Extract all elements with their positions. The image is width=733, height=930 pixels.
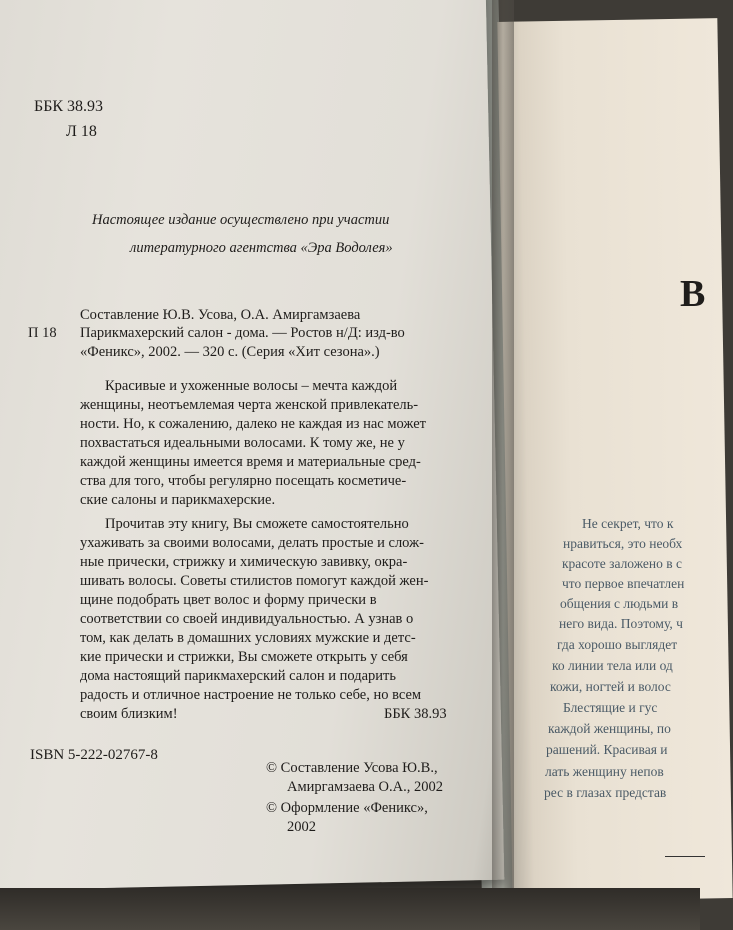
text-line: женщины, неотъемлемая черта женской привлекатель- <box>80 397 419 413</box>
copyright-compilation-1: © Составление Усова Ю.В., <box>266 760 438 776</box>
text-line: кожи, ногтей и волос <box>550 679 671 694</box>
compiled-by-line: Составление Ю.В. Усова, О.А. Амиргамзаева <box>80 307 361 323</box>
book-gutter <box>492 0 514 900</box>
text-line: Красивые и ухоженные волосы – мечта каждой <box>105 378 398 394</box>
text-line: рес в глазах представ <box>544 785 667 800</box>
bbk-code-top: ББК 38.93 <box>34 98 104 115</box>
imprint-line: «Феникс», 2002. — 320 с. (Серия «Хит сезона».) <box>80 344 380 360</box>
copyright-design-1: © Оформление «Феникс», <box>266 800 428 816</box>
copyright-compilation-2: Амиргамзаева О.А., 2002 <box>287 779 443 795</box>
text-line: красоте заложено в с <box>562 556 682 571</box>
isbn: ISBN 5-222-02767-8 <box>30 747 158 763</box>
text-line: похвастаться идеальными волосами. К тому же, не у <box>80 435 405 451</box>
bbk-code-bottom: ББК 38.93 <box>384 706 447 722</box>
text-line: ко линии тела или од <box>552 658 673 673</box>
text-line: него вида. Поэтому, ч <box>559 616 683 631</box>
divider-line <box>665 856 705 857</box>
text-line: ные прически, стрижку и химическую завивку, окра- <box>80 554 408 570</box>
text-line: нравиться, это необх <box>563 536 683 551</box>
title-line: Парикмахерский салон - дома. — Ростов н/Д: изд-во <box>80 325 405 341</box>
text-line: ства для того, чтобы регулярно посещать косметиче- <box>80 473 407 489</box>
text-line: том, как делать в домашних условиях мужские и детс- <box>80 630 416 646</box>
notice-line-2: литературного агентства «Эра Водолея» <box>130 240 393 256</box>
text-line: ности. Но, к сожалению, далеко не каждая из нас может <box>80 416 427 432</box>
text-line: дома настоящий парикмахерский салон и подарить <box>80 668 396 684</box>
copyright-design-2: 2002 <box>287 819 316 835</box>
text-line: рашений. Красивая и <box>546 742 668 757</box>
text-line: Прочитав эту книгу, Вы сможете самостоятельно <box>105 516 409 532</box>
notice-line-1: Настоящее издание осуществлено при участии <box>92 212 390 228</box>
text-line: радость и отличное настроение не только себе, но всем <box>80 687 422 703</box>
text-line: щине подобрать цвет волос и форму прически в <box>80 592 377 608</box>
text-line: ухаживать за своими волосами, делать простые и слож- <box>80 535 424 551</box>
p18-mark: П 18 <box>28 325 57 341</box>
chapter-heading-letter: В <box>680 273 706 315</box>
text-line: ские салоны и парикмахерские. <box>80 492 276 508</box>
text-line: соответствии со своей индивидуальностью. А узнав о <box>80 611 414 627</box>
text-line: общения с людьми в <box>560 596 679 611</box>
text-line: гда хорошо выглядет <box>557 637 678 652</box>
text-line: шивать волосы. Советы стилистов помогут каждой жен- <box>80 573 429 589</box>
text-line: кие прически и стрижки, Вы сможете открыть у себя <box>80 649 408 665</box>
text-line: Блестящие и гус <box>563 700 658 715</box>
text-line: лать женщину непов <box>545 764 664 779</box>
text-line: каждой женщины, по <box>548 721 671 736</box>
text-line: каждой женщины имеется время и материальные сред- <box>80 454 421 470</box>
text-line: Не секрет, что к <box>582 516 674 531</box>
text-line: своим близким! <box>80 706 178 722</box>
bottom-shadow <box>0 888 700 930</box>
text-line: что первое впечатлен <box>562 576 685 591</box>
author-mark: Л 18 <box>66 123 97 140</box>
